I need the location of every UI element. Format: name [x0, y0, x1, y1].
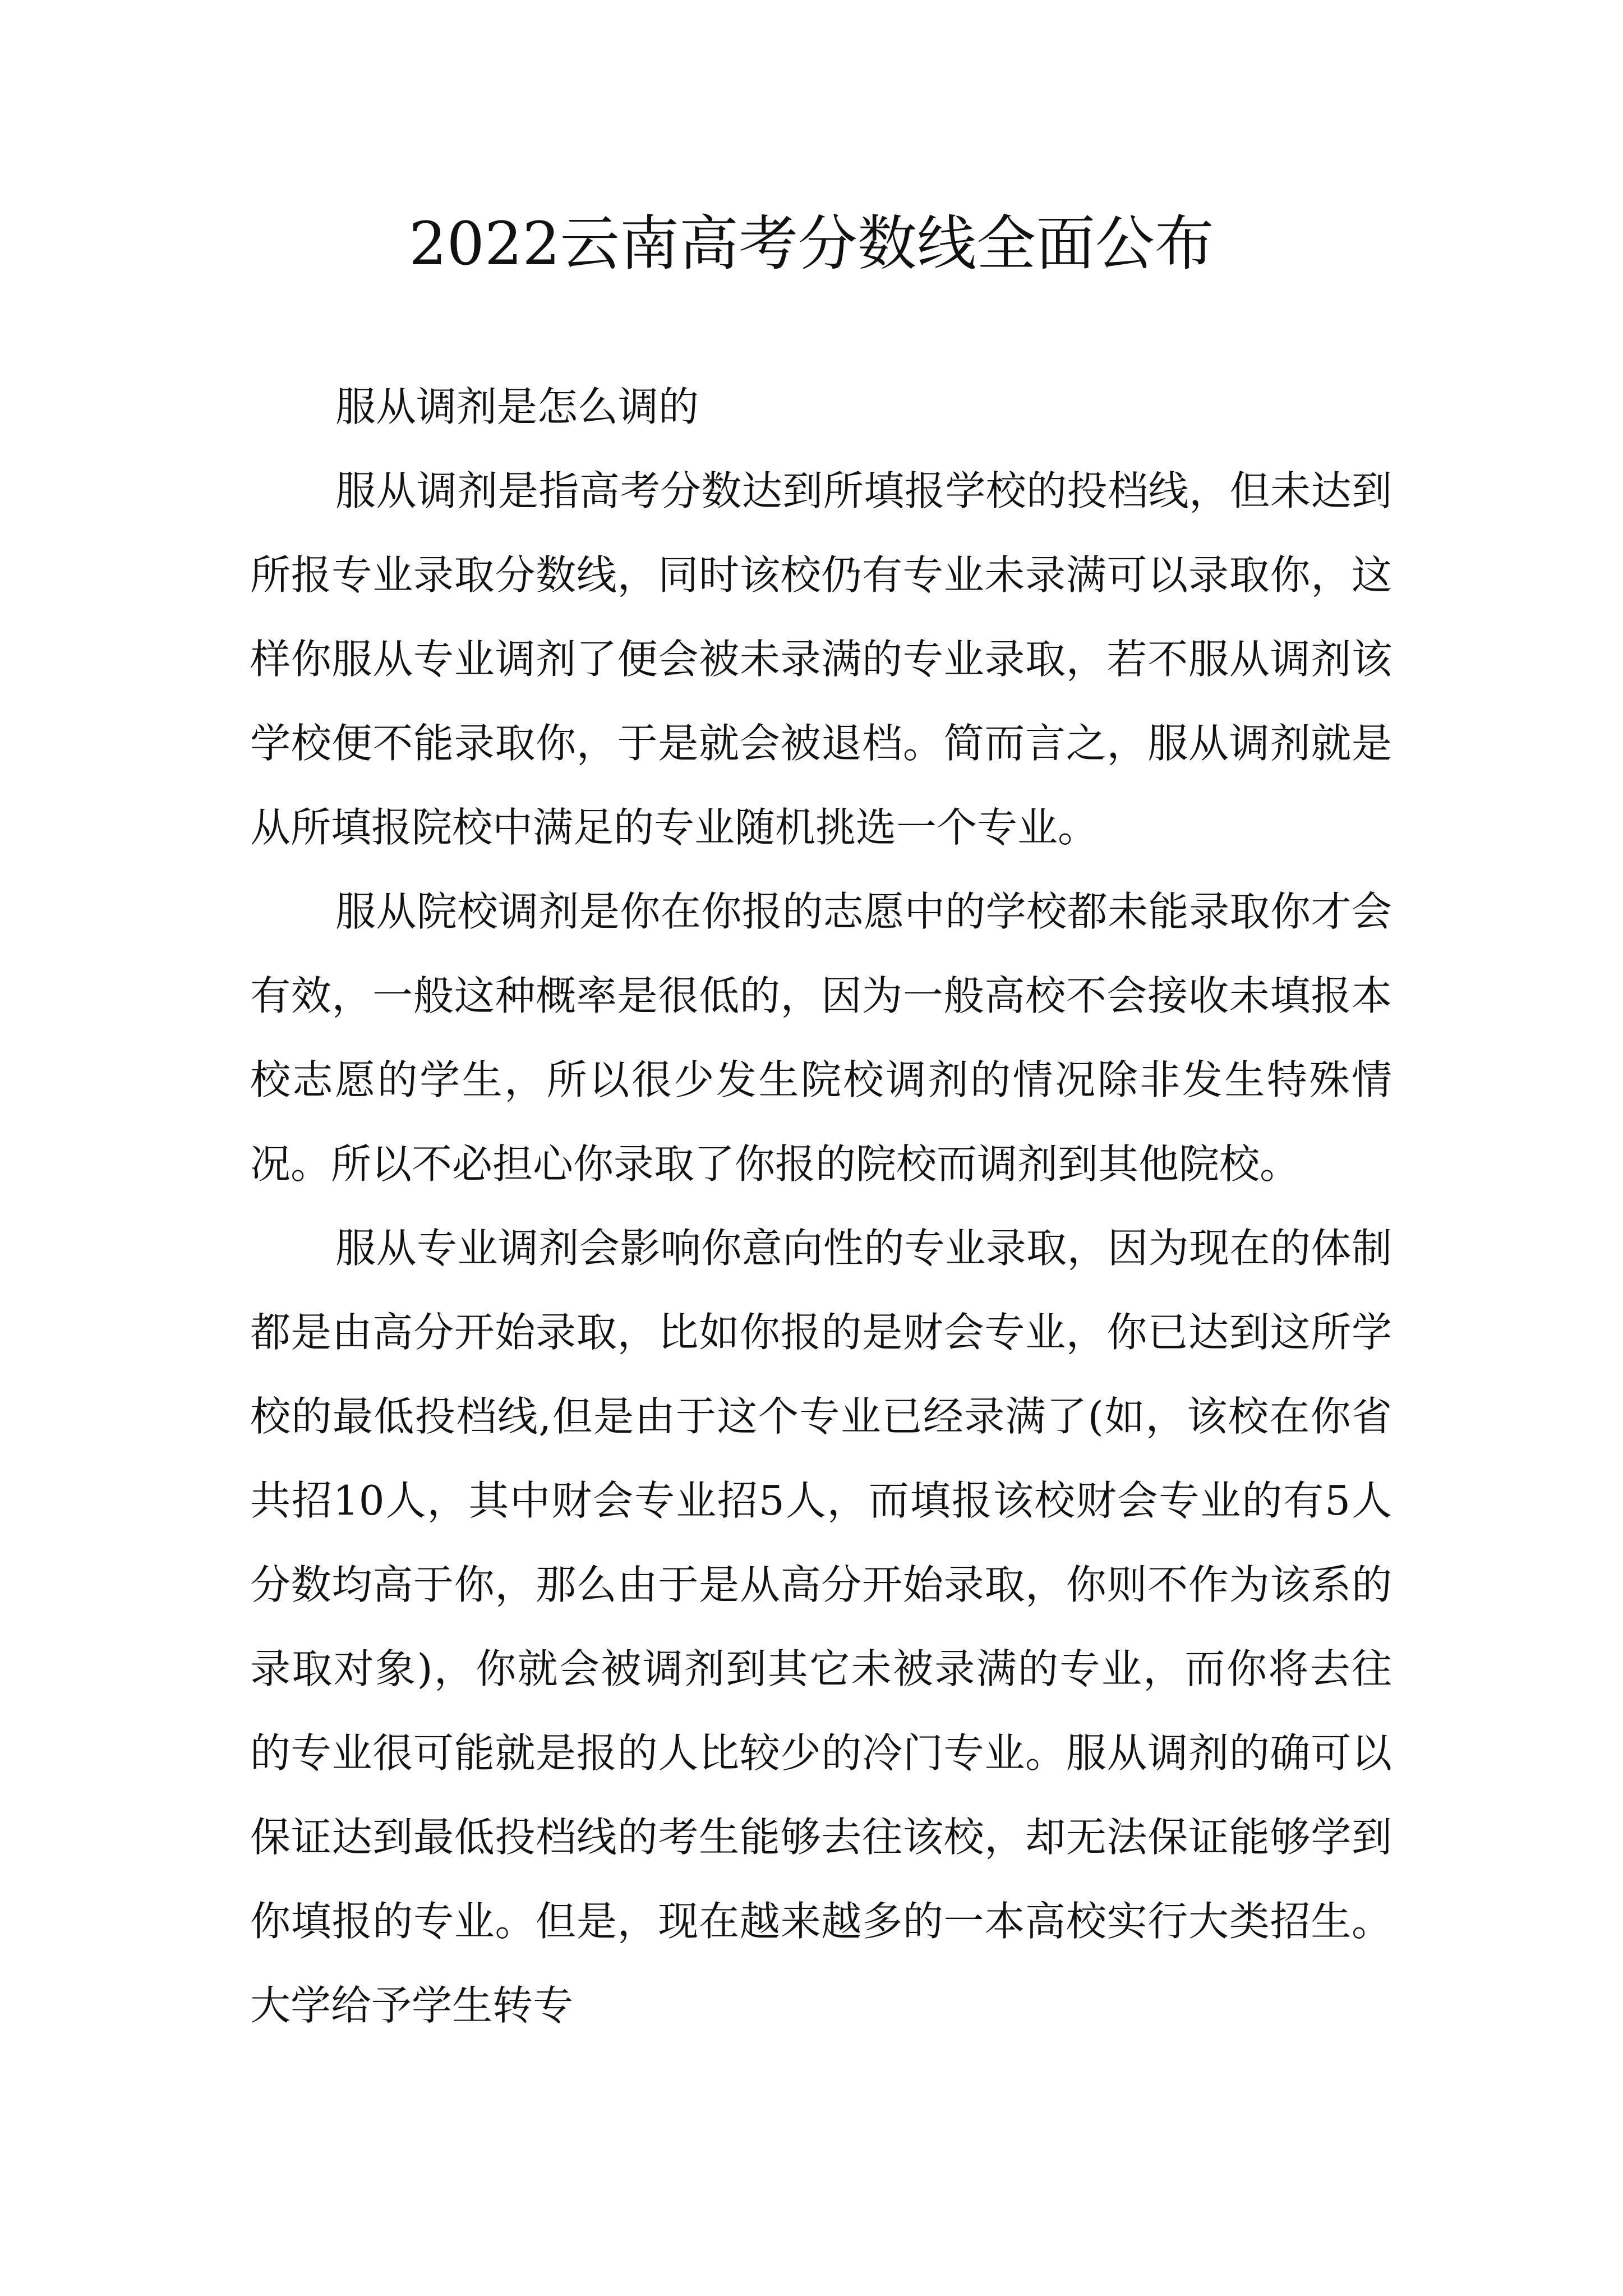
paragraph-heading: 服从调剂是怎么调的 [335, 383, 699, 430]
paragraph: 服从院校调剂是你在你报的志愿中的学校都未能录取你才会有效，一般这种概率是很低的，因为一般高校不会接收未填报本校志愿的学生，所以很少发生院校调剂的情况除非发生特殊情况。所以不必担心你录取了你报的院校而调剂到其他院校。 [250, 888, 1392, 1188]
document-title: 2022云南高考分数线全面公布 [409, 209, 1214, 278]
paragraph: 服从调剂是指高考分数达到所填报学校的投档线，但未达到所报专业录取分数线，同时该校仍有专业未录满可以录取你，这样你服从专业调剂了便会被未录满的专业录取，若不服从调剂该学校便不能录取你，于是就会被退档。简而言之，服从调剂就是从所填报院校中满足的专业随机挑选一个专业。 [250, 467, 1392, 851]
document-body [250, 365, 1392, 2047]
paragraph: 服从专业调剂会影响你意向性的专业录取，因为现在的体制都是由高分开始录取，比如你报的是财会专业，你已达到这所学校的最低投档线,但是由于这个专业已经录满了(如，该校在你省共招10人，其中财会专业招5人，而填报该校财会专业的有5人分数均高于你，那么由于是从高分开始录取，你则不作为该系的录取对象)，你就会被调剂到其它未被录满的专业，而你将去往的专业很可能就是报的人比较少的冷门专业。服从调剂的确可以保证达到最低投档线的考生能够去往该校，却无法保证能够学到你填报的专业。但是，现在越来越多的一本高校实行大类招生。大学给予学生转专 [250, 1225, 1392, 2029]
